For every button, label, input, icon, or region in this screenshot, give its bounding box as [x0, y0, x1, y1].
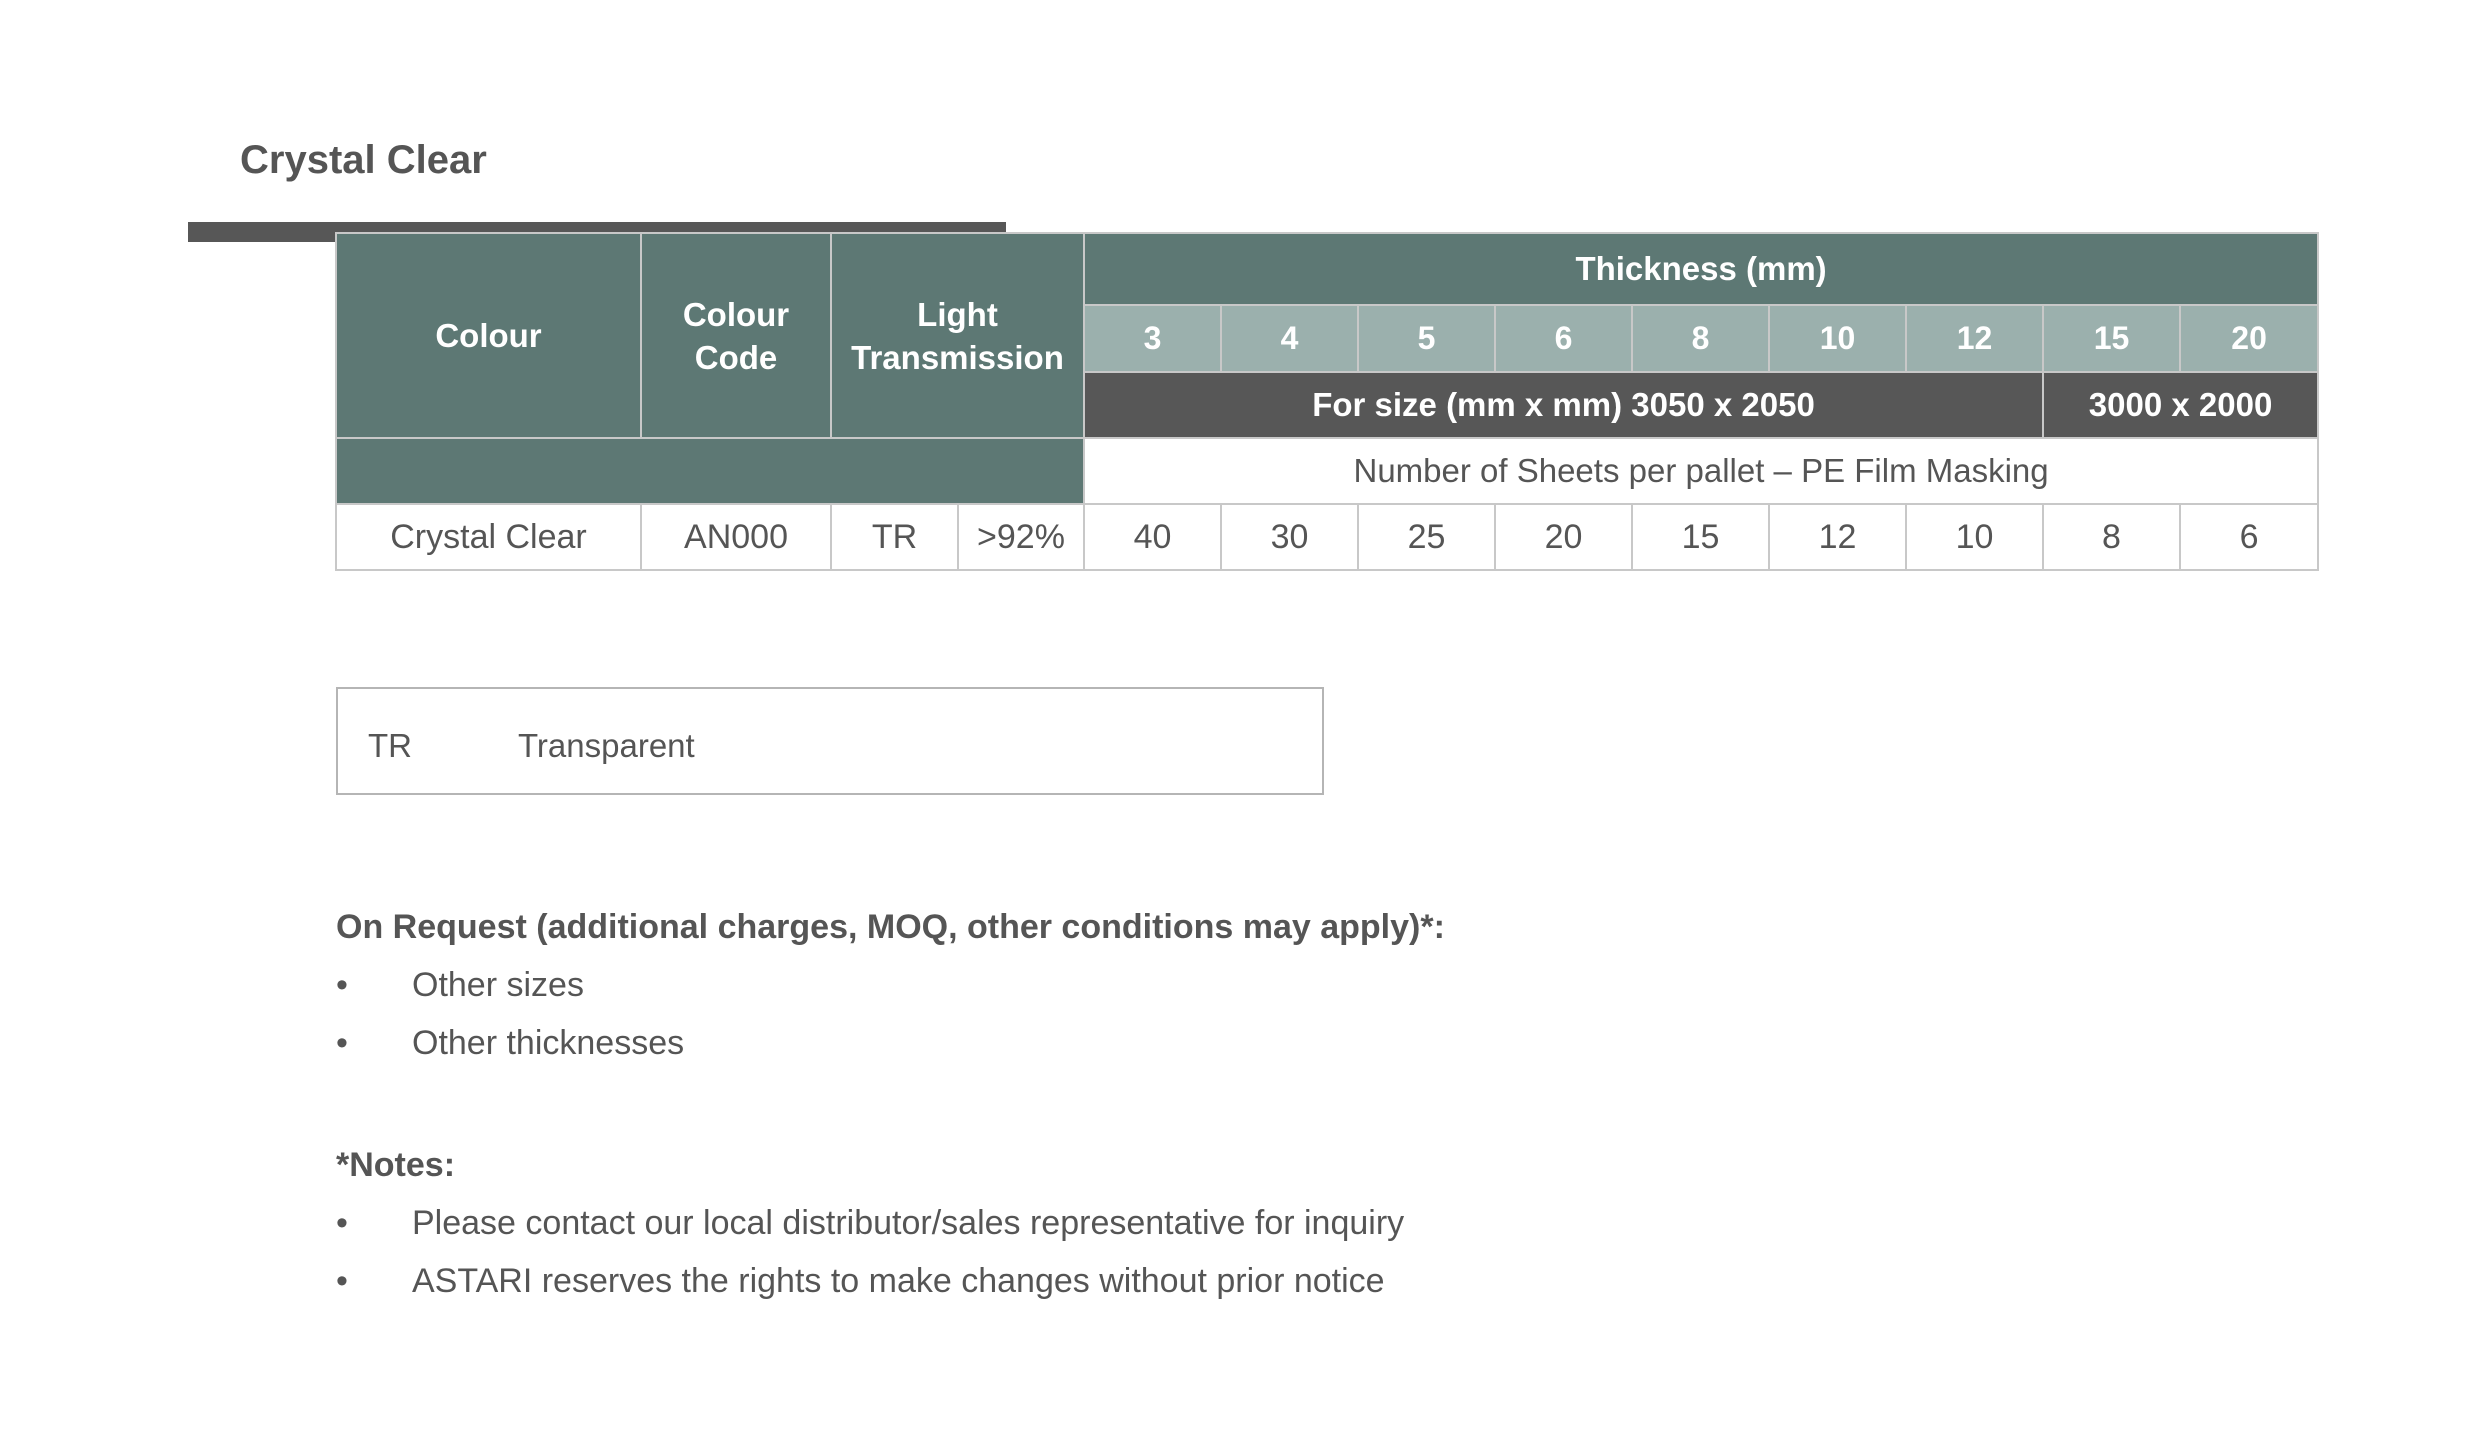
thickness-20: 20 — [2180, 305, 2318, 372]
bullet-icon: • — [336, 1204, 348, 1242]
list-item-text: Please contact our local distributor/sales representative for inquiry — [412, 1204, 1405, 1242]
header-light-transmission: Light Transmission — [831, 233, 1084, 438]
thickness-6: 6 — [1495, 305, 1632, 372]
cell-count: 8 — [2043, 504, 2180, 570]
on-request-heading: On Request (additional charges, MOQ, other conditions may apply)*: — [336, 908, 1445, 946]
on-request-section — [336, 898, 1445, 1072]
thickness-3: 3 — [1084, 305, 1221, 372]
cell-count: 15 — [1632, 504, 1769, 570]
legend-meaning: Transparent — [518, 727, 695, 764]
size-3050x2050: For size (mm x mm) 3050 x 2050 — [1084, 372, 2043, 438]
header-spacer — [336, 438, 1084, 504]
table-row — [336, 504, 2318, 570]
cell-code: AN000 — [641, 504, 831, 570]
list-item — [336, 956, 1445, 1014]
page-title: Crystal Clear — [240, 138, 487, 182]
cell-transmission: >92% — [958, 504, 1084, 570]
cell-count: 10 — [1906, 504, 2043, 570]
list-item-text: Other sizes — [412, 966, 584, 1004]
list-item-text: ASTARI reserves the rights to make changes without prior notice — [412, 1262, 1385, 1300]
legend-box — [336, 687, 1324, 795]
thickness-15: 15 — [2043, 305, 2180, 372]
thickness-10: 10 — [1769, 305, 1906, 372]
cell-count: 20 — [1495, 504, 1632, 570]
thickness-8: 8 — [1632, 305, 1769, 372]
bullet-icon: • — [336, 1262, 348, 1300]
cell-count: 40 — [1084, 504, 1221, 570]
cell-count: 30 — [1221, 504, 1358, 570]
notes-heading: *Notes: — [336, 1146, 456, 1184]
cell-type: TR — [831, 504, 958, 570]
cell-count: 6 — [2180, 504, 2318, 570]
legend-code: TR — [368, 727, 412, 764]
list-item-text: Other thicknesses — [412, 1024, 685, 1062]
header-colour: Colour — [336, 233, 641, 438]
bullet-icon: • — [336, 966, 348, 1004]
cell-colour: Crystal Clear — [336, 504, 641, 570]
sheets-per-pallet-label: Number of Sheets per pallet – PE Film Masking — [1084, 438, 2318, 504]
bullet-icon: • — [336, 1024, 348, 1062]
thickness-5: 5 — [1358, 305, 1495, 372]
thickness-12: 12 — [1906, 305, 2043, 372]
header-colour-code: Colour Code — [641, 233, 831, 438]
list-item — [336, 1194, 1405, 1252]
list-item — [336, 1014, 1445, 1072]
cell-count: 12 — [1769, 504, 1906, 570]
notes-section — [336, 1136, 1405, 1310]
cell-count: 25 — [1358, 504, 1495, 570]
list-item — [336, 1252, 1385, 1310]
thickness-4: 4 — [1221, 305, 1358, 372]
spec-table — [335, 232, 2319, 571]
size-3000x2000: 3000 x 2000 — [2043, 372, 2318, 438]
header-thickness: Thickness (mm) — [1084, 233, 2318, 305]
